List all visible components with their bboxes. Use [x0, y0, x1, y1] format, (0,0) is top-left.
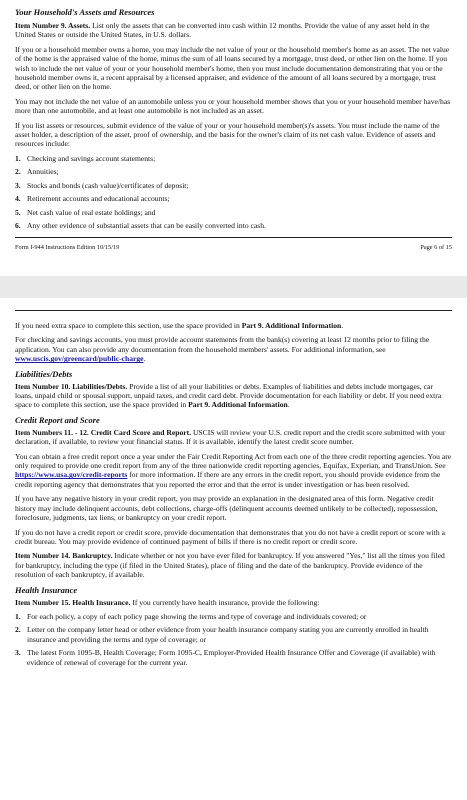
list-item: 6. Any other evidence of substantial assets that can be easily converted into cash. — [15, 220, 266, 230]
item-10-liabilities: Item Number 10. Liabilities/Debts. Provide a list of all your liabilities or debts. Examples of liabilities and debts include mortgages, car loans, unpaid child or spousal support, unpaid taxes, and credit card debt. Provide documentation for each liability or debt. If you need extra space to complete this section, use the space provided in Part 9. Additional Information. — [15, 381, 442, 410]
section-title-credit: Credit Report and Score — [15, 414, 100, 425]
paragraph-extra-space: If you need extra space to complete this section, use the space provided in Part 9. Additional Information. — [15, 321, 344, 330]
uscis-public-charge-link[interactable]: www.uscis.gov/greencard/public-charge — [15, 354, 144, 364]
list-item: 1. For each policy, a copy of each policy page showing the terms and type of coverage and individuals covered; or — [15, 611, 367, 621]
list-item: 3. The latest Form 1095-B, Health Coverage; Form 1095-C, Employer-Provided Health Insurance Offer and Coverage (if available) with evidence of renewal of coverage for the current year. — [15, 648, 436, 667]
list-item: 2. Letter on the company letter head or other evidence from your health insurance company stating you are currently enrolled in health insurance and providing the terms and type of coverage; or — [15, 625, 429, 644]
item-15-health: Item Number 15. Health Insurance. If you currently have health insurance, provide the following: — [15, 597, 320, 607]
list-item: 5. Net cash value of real estate holdings; and — [15, 207, 156, 217]
document-page-7 — [0, 298, 467, 800]
footer-page-number: Page 6 of 15 — [420, 244, 452, 252]
paragraph-negative-history: If you have any negative history in your credit report, you may provide an explanation in the designated area of this form. Negative credit history may include delinquent accounts, debt collections, charge-offs (delinquent accounts deemed unlikely to be collected), repossession, foreclosure, judgments, tax liens, or bankruptcy on your credit report. — [15, 494, 438, 523]
list-item: 3. Stocks and bonds (cash value)/certificates of deposit; — [15, 180, 189, 190]
page-footer — [15, 244, 452, 252]
section-title-health: Health Insurance — [15, 584, 78, 595]
usa-gov-credit-reports-link[interactable]: https://www.usa.gov/credit-reports — [15, 470, 128, 480]
paragraph-account-statements: For checking and savings accounts, you must provide account statements from the bank(s) covering at least 12 months prior to filing the application. You can also provide any documentation from the household members' assets. For additional information, see www.uscis.gov/greencard/public-charge. — [15, 335, 430, 364]
paragraph-home-value: If you or a household member owns a home, you may include the net value of your or the household member's home as an asset. The net value of the home is the appraised value of the home, minus the sum of all loans secured by a mortgage, trust deed, or other lien on the home. If you wish to include the net value of your or your household member's home, then you must include documentation demonstrating that you or the household member owns it, a recent appraisal by a licensed appraiser, and evidence of the amount of all loans secured by a mortgage, trust deed, or other lien on the home. — [15, 44, 450, 92]
paragraph-automobile: You may not include the net value of an automobile unless you or your household member shows that you or your household member have/has more than one automobile, and at least one automobile is not included as an asset. — [15, 96, 451, 116]
section-title-assets: Your Household's Assets and Resources — [15, 7, 155, 17]
list-item: 4. Retirement accounts and educational accounts; — [15, 194, 170, 204]
document-page-6 — [0, 0, 467, 276]
list-item: 1. Checking and savings account statements; — [15, 153, 156, 163]
paragraph-no-credit: If you do not have a credit report or credit score, provide documentation that demonstrates that you do not have a credit report or score with a credit bureau. You may provide evidence of continued payment of bills if there is no credit report or credit score. — [15, 527, 445, 546]
footer-form-edition: Form I-944 Instructions Edition 10/15/19 — [15, 244, 120, 252]
list-item: 2. Annuities; — [15, 167, 59, 177]
item-9-label: Item Number 9. Assets. — [15, 21, 91, 30]
section-title-liabilities: Liabilities/Debts — [15, 368, 73, 379]
item-11-12-credit: Item Numbers 11. - 12. Credit Card Score and Report. USCIS will review your U.S. credit report and the credit score submitted with your declaration, if available, to review your financial status. If it is available, identify the latest credit score number. — [15, 427, 446, 447]
paragraph-free-credit-report: You can obtain a free credit report once a year under the Fair Credit Reporting Act from each one of the three credit reporting agencies. You are only required to provide one credit report from any of the three nationwide credit reporting agencies, Equifax, Experian, and TransUnion. See https://www.usa.gov/credit-reports for more information. If there are any errors in the credit report, you should provide evidence from the credit reporting agency that demonstrates that you reported the error and that the error is under investigation or has been resolved. — [15, 451, 452, 489]
item-14-bankruptcy: Item Number 14. Bankruptcy. Indicate whether or not you have ever filed for bankruptcy. If you answered "Yes," list all the times you filed for bankruptcy, including the type (if filed in the United States), place of filing and the date of the bankruptcy. Provide evidence of the resolution of each bankruptcy, if available. — [15, 551, 445, 580]
item-9-assets — [15, 21, 452, 40]
page-gap — [0, 276, 467, 298]
footer-divider — [15, 237, 452, 238]
item-9-text: List only the assets that can be converted into cash within 12 months. Provide the value of any asset held in the United States or outside the United States, in U.S. dollars. — [15, 21, 430, 40]
paragraph-evidence-assets: If you list assets or resources, submit evidence of the value of your or your household member(s)'s assets. You must include the name of the asset holder, a description of the asset, proof of ownership, and the basis for the owner's claim of its net cash value. Evidence of assets and resources include: — [15, 120, 440, 149]
